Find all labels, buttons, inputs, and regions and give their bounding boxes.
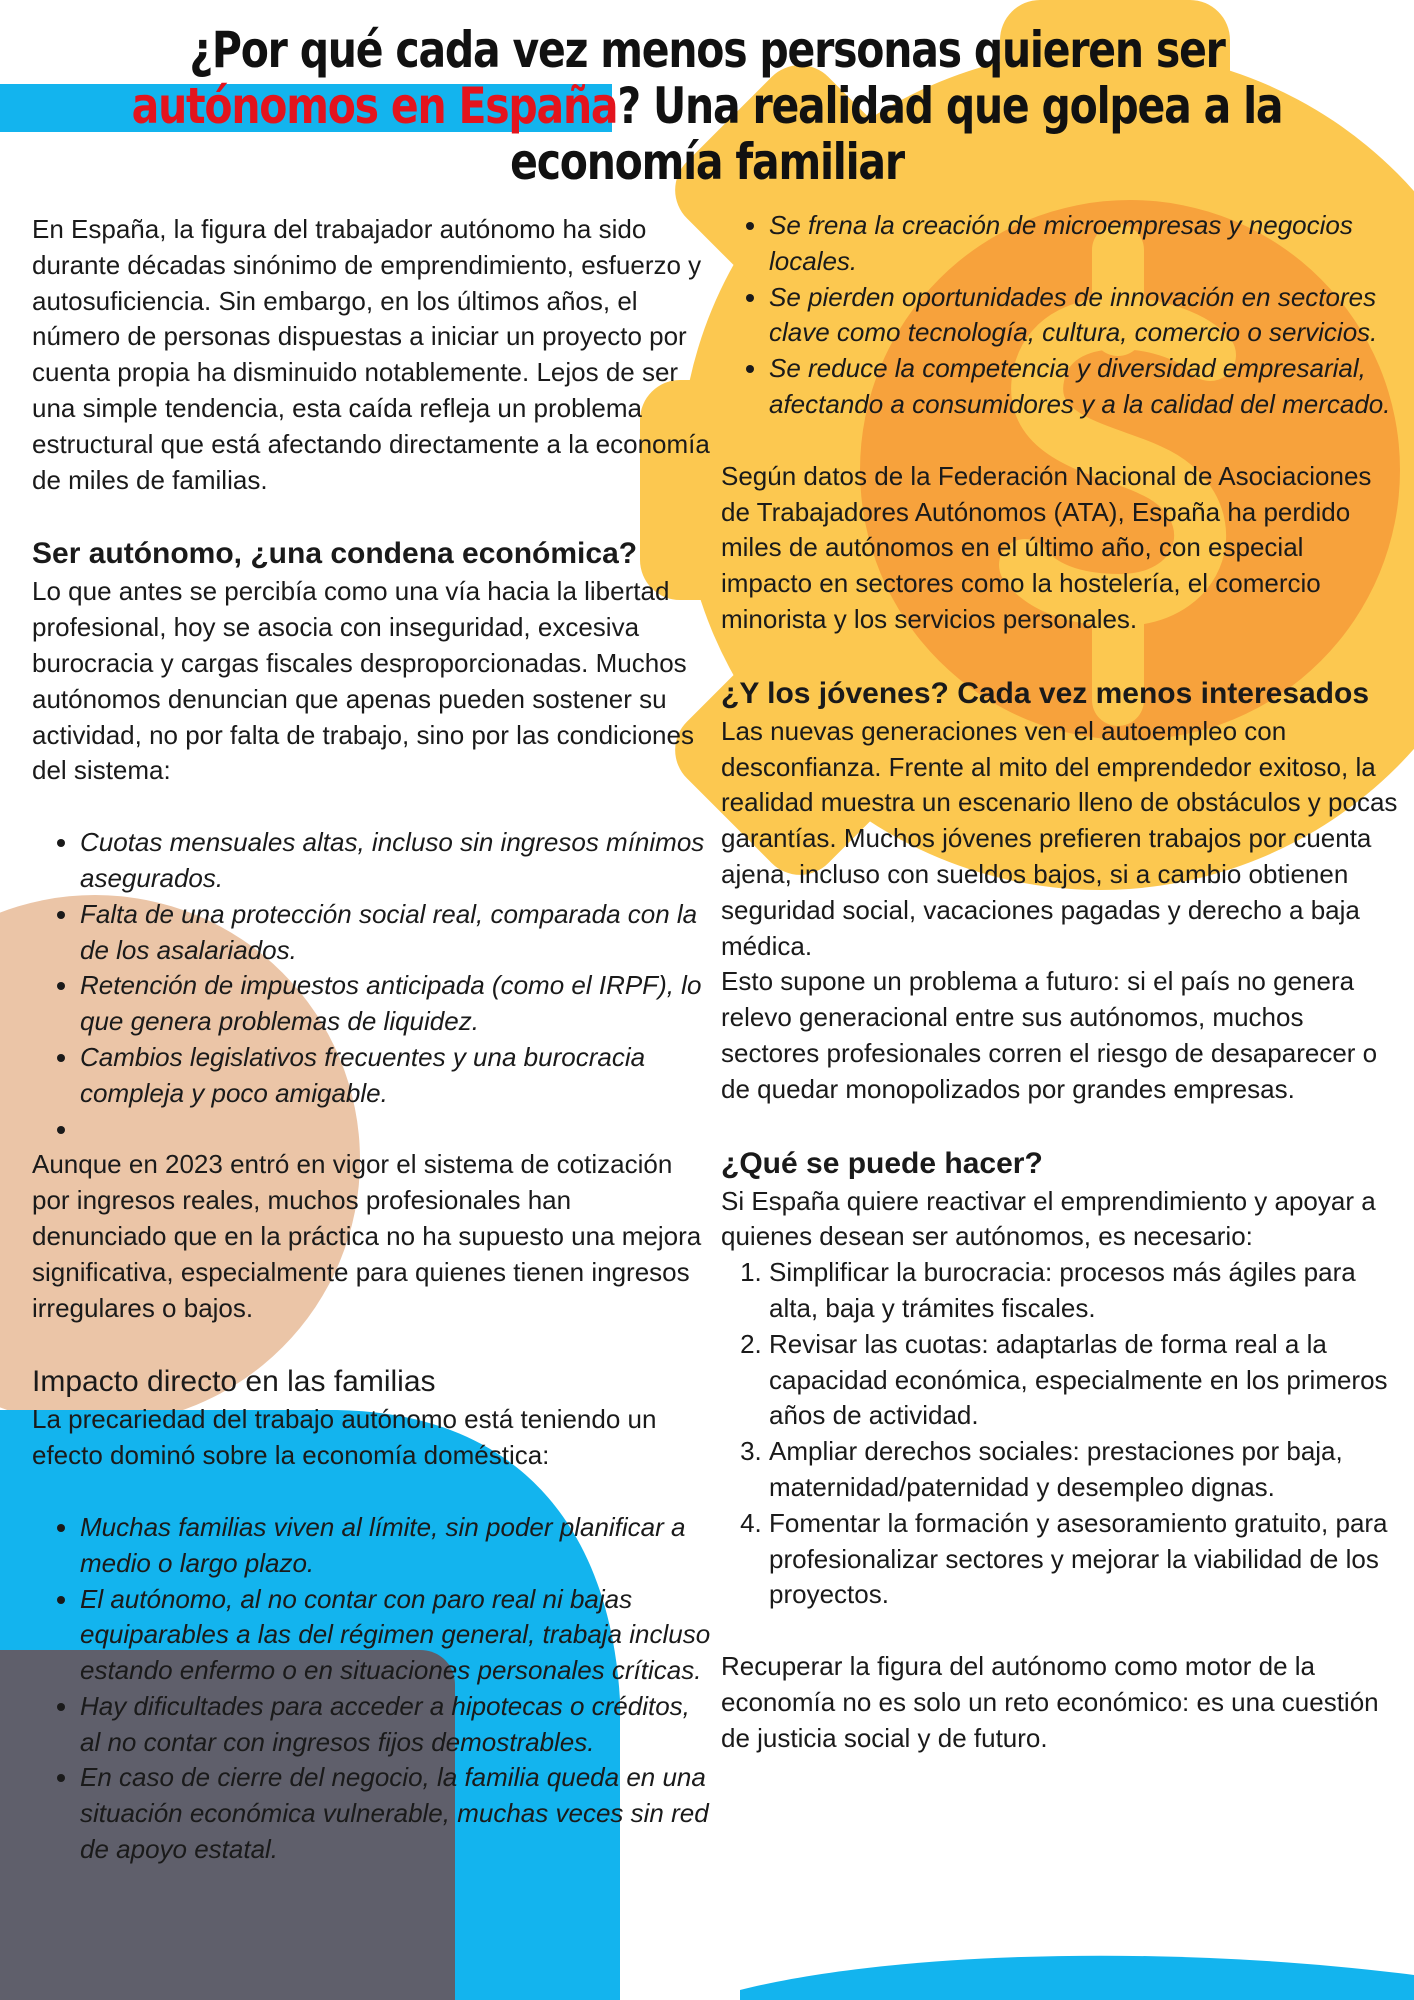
list-item: • Retención de impuestos anticipada (como el IRPF), lo que genera problemas de liquidez. xyxy=(80,968,712,1040)
title-line-1: ¿Por qué cada vez menos personas quieren ser xyxy=(189,21,1225,79)
list-item: • Se reduce la competencia y diversidad empresarial, afectando a consumidores y a la calidad del mercado. xyxy=(769,351,1401,423)
heading-jovenes: ¿Y los jóvenes? Cada vez menos interesados xyxy=(721,676,1370,710)
heading-que-hacer: ¿Qué se puede hacer? xyxy=(721,1146,1043,1180)
consequences-list xyxy=(721,208,1401,423)
list-item: • Muchas familias viven al límite, sin poder planificar a medio o largo plazo. xyxy=(80,1510,712,1582)
title-highlight: autónomos en España xyxy=(131,77,618,135)
condena-paragraph: Lo que antes se percibía como una vía hacia la libertad profesional, hoy se asocia con inseguridad, excesiva burocracia y cargas fiscales desproporcionadas. Muchos autónomos denuncian que apenas pueden sostener su actividad, no por falta de trabajo, sino por las condiciones del sistema: xyxy=(32,576,694,786)
heading-impacto: Impacto directo en las familias xyxy=(32,1365,436,1399)
list-item: 4. Fomentar la formación y asesoramiento gratuito, para profesionalizar sectores y mejorar la viabilidad de los proyectos. xyxy=(769,1506,1401,1613)
list-item: 3. Ampliar derechos sociales: prestaciones por baja, maternidad/paternidad y desempleo dignas. xyxy=(769,1434,1401,1506)
ata-paragraph: Según datos de la Federación Nacional de Asociaciones de Trabajadores Autónomos (ATA), España ha perdido miles de autónomos en el último año, con especial impacto en sectores como la hostelería, el comercio minorista y los servicios personales. xyxy=(721,460,1372,634)
page-title xyxy=(127,22,1286,190)
impacto-paragraph: La precariedad del trabajo autónomo está teniendo un efecto dominó sobre la economía doméstica: xyxy=(32,1404,657,1471)
list-item: • Se frena la creación de microempresas y negocios locales. xyxy=(769,208,1401,280)
jovenes-paragraph-2: Esto supone un problema a futuro: si el país no genera relevo generacional entre sus autónomos, muchos sectores profesionales corren el riesgo de desaparecer o de quedar monopolizados por grandes empresas. xyxy=(721,966,1378,1104)
condena-list xyxy=(32,825,712,1147)
title-line-2: autónomos en España? Una realidad que golpea a la xyxy=(131,77,1283,135)
list-item: • Se pierden oportunidades de innovación en sectores clave como tecnología, cultura, comercio o servicios. xyxy=(769,280,1401,352)
right-column xyxy=(721,208,1401,1756)
list-item: • En caso de cierre del negocio, la familia queda en una situación económica vulnerable, muchas veces sin red de apoyo estatal. xyxy=(80,1760,712,1867)
list-item: 2. Revisar las cuotas: adaptarlas de forma real a la capacidad económica, especialmente en los primeros años de actividad. xyxy=(769,1327,1401,1434)
heading-condena: Ser autónomo, ¿una condena económica? xyxy=(32,537,638,571)
list-item: 1. Simplificar la burocracia: procesos más ágiles para alta, baja y trámites fiscales. xyxy=(769,1255,1401,1327)
closing-paragraph: Recuperar la figura del autónomo como motor de la economía no es solo un reto económico: es una cuestión de justicia social y de futuro. xyxy=(721,1651,1379,1753)
list-item-empty xyxy=(80,1112,712,1148)
intro-paragraph: En España, la figura del trabajador autónomo ha sido durante décadas sinónimo de emprendimiento, esfuerzo y autosuficiencia. Sin embargo, en los últimos años, el número de personas dispuestas a iniciar un proyecto por cuenta propia ha disminuido notablemente. Lejos de ser una simple tendencia, esta caída refleja un problema estructural que está afectando directamente a la economía de miles de familias. xyxy=(32,214,710,495)
list-item: • Cambios legislativos frecuentes y una burocracia compleja y poco amigable. xyxy=(80,1040,712,1112)
list-item: • Cuotas mensuales altas, incluso sin ingresos mínimos asegurados. xyxy=(80,825,712,897)
list-item: • Falta de una protección social real, comparada con la de los asalariados. xyxy=(80,897,712,969)
jovenes-paragraph-1: Las nuevas generaciones ven el autoempleo con desconfianza. Frente al mito del emprendedor exitoso, la realidad muestra un escenario lleno de obstáculos y pocas garantías. Muchos jóvenes prefieren trabajos por cuenta ajena, incluso con sueldos bajos, si a cambio obtienen seguridad social, vacaciones pagadas y derecho a baja médica. xyxy=(721,715,1398,961)
que-hacer-paragraph: Si España quiere reactivar el emprendimiento y apoyar a quienes desean ser autónomos, es necesario: xyxy=(721,1185,1376,1252)
list-item: • Hay dificultades para acceder a hipotecas o créditos, al no contar con ingresos fijos demostrables. xyxy=(80,1689,712,1761)
title-line-3: economía familiar xyxy=(510,133,904,191)
list-item: • El autónomo, al no contar con paro real ni bajas equiparables a las del régimen general, trabaja incluso estando enfermo o en situaciones personales críticas. xyxy=(80,1582,712,1689)
left-column xyxy=(32,212,712,1868)
cotizacion-paragraph: Aunque en 2023 entró en vigor el sistema de cotización por ingresos reales, muchos profesionales han denunciado que en la práctica no ha supuesto una mejora significativa, especialmente para quienes tienen ingresos irregulares o bajos. xyxy=(32,1149,702,1323)
impacto-list xyxy=(32,1510,712,1868)
steps-list xyxy=(721,1255,1401,1613)
blue-swoosh xyxy=(740,1956,1414,2000)
